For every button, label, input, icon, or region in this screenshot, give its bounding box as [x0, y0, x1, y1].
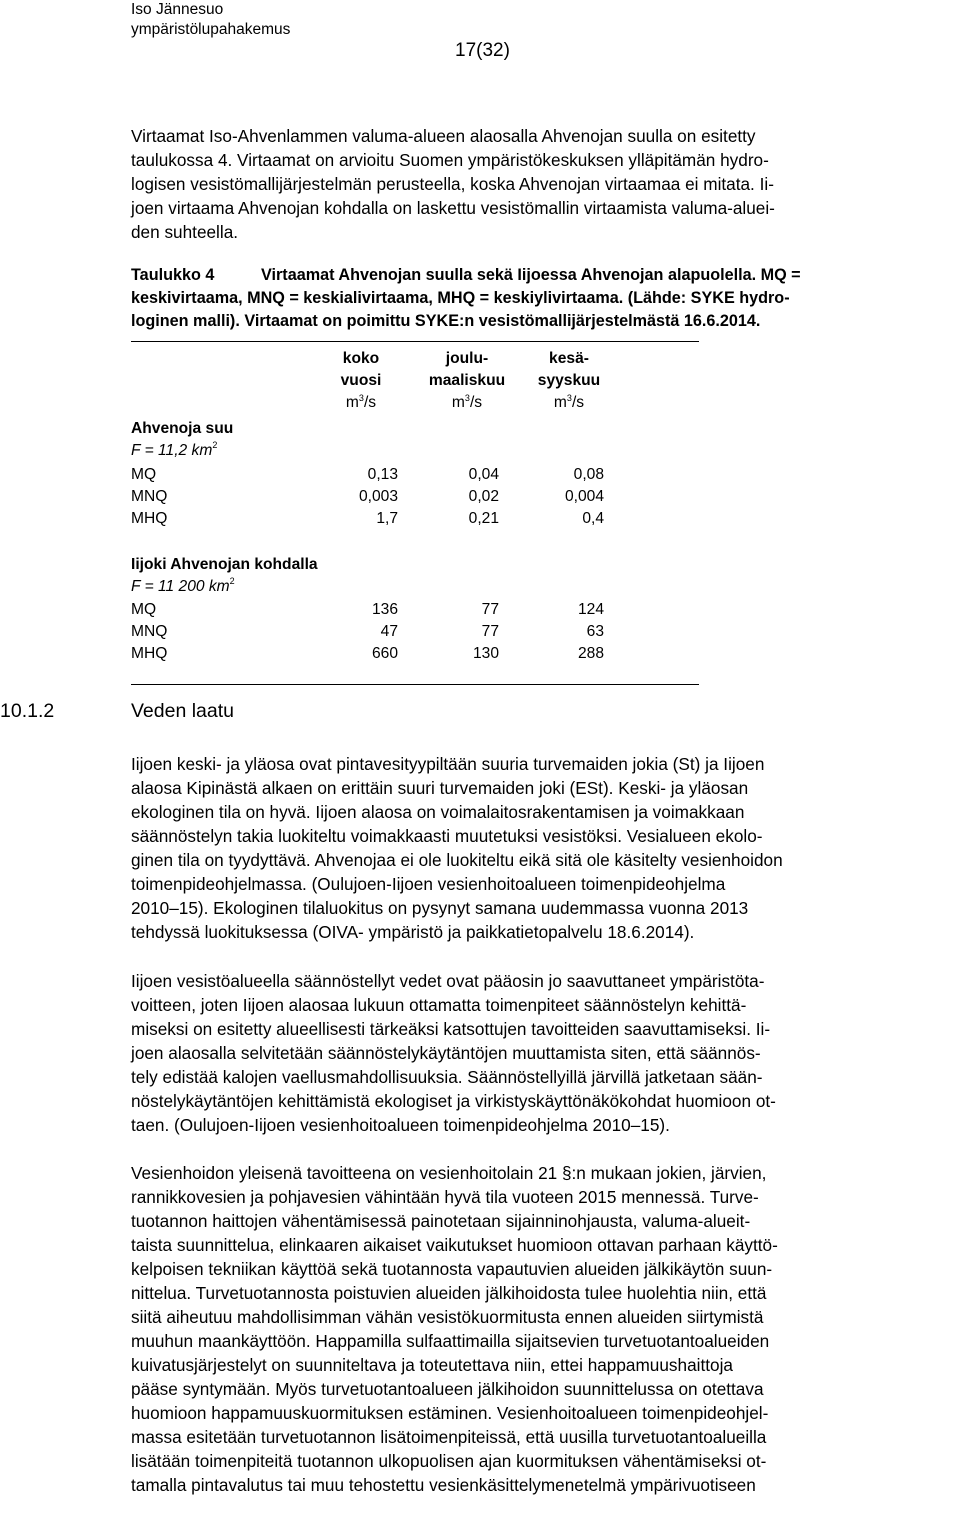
text-line: ginen tila on tyydyttävä. Ahvenojaa ei ole luokiteltu eikä sitä ole käsitelty vesienhoidon	[131, 850, 783, 870]
body-paragraph	[131, 969, 957, 1137]
table-caption	[131, 264, 957, 333]
table-top-rule	[131, 341, 699, 342]
text-line: 2010–15). Ekologinen tilaluokitus on pysynyt samana uudemmassa vuonna 2013	[131, 898, 749, 918]
body-paragraph	[131, 752, 957, 944]
section-header-iijoki	[131, 554, 318, 598]
text-line: Iijoen keski- ja yläosa ovat pintavesityypiltään suuria turvemaiden jokia (St) ja Iijoen	[131, 754, 765, 774]
text-line: rannikkovesien ja pohjavesien vähintään hyvä tila vuoteen 2015 mennessä. Turve-	[131, 1187, 759, 1207]
text-line: ekologinen tila on hyvä. Iijoen alaosa on voimalaitosrakentamisen ja voimakkaan	[131, 802, 745, 822]
text-line: massa esitetään turvetuotannon lisätoimenpiteissä, että uusilla turvetuotantoalueilla	[131, 1427, 767, 1447]
text-line: den suhteella.	[131, 222, 239, 242]
caption-line: loginen malli). Virtaamat on poimittu SYKE:n vesistömallijärjestelmästä 16.6.2014.	[131, 312, 761, 330]
caption-number: Taulukko 4	[131, 266, 215, 284]
section-number: 10.1.2	[0, 700, 55, 722]
text-line: Virtaamat Iso-Ahvenlammen valuma-alueen alaosalla Ahvenojan suulla on esitetty	[131, 126, 756, 146]
flow-table	[131, 341, 699, 685]
text-line: säännöstelyn takia luokiteltu voimakkaasti muutetuksi vesistöksi. Vesialueen ekolo-	[131, 826, 763, 846]
text-line: pääse syntymään. Myös turvetuotantoalueen jälkihoidon suunnittelussa on otettava	[131, 1379, 764, 1399]
section-name: Ahvenoja suu	[131, 420, 234, 437]
header-author: Iso Jännesuo	[131, 1, 224, 18]
table-row: MNQ 47 77 63	[131, 623, 604, 640]
text-line: kelpoisen tekniikan käyttöä sekä tuotannosta vapautuvien alueiden jälkikäytön suun-	[131, 1259, 773, 1279]
column-header-winter: joulu- maaliskuu $m^3/s$	[428, 350, 506, 411]
text-line: joen alaosalla selvitetään säännöstelykäytäntöjen muuttamista siten, että säännös-	[131, 1043, 761, 1063]
column-header-annual: koko vuosi $m^3/s$	[340, 350, 382, 411]
text-line: voitteen, joten Iijoen alaosaa lukuun ottamatta toimenpiteet säännöstelyn kehittä-	[131, 995, 747, 1015]
text-line: alaosa Kipinästä alkaen on erittäin suuri turvemaiden joki (ESt). Keski- ja yläosan	[131, 778, 749, 798]
text-line: taen. (Oulujoen-Iijoen vesienhoitoalueen toimenpideohjelma 2010–15).	[131, 1115, 670, 1135]
text-line: Vesienhoidon yleisenä tavoitteena on vesienhoitolain 21 §:n mukaan jokien, järvien,	[131, 1163, 767, 1183]
text-line: toimenpideohjelmassa. (Oulujoen-Iijoen vesienhoitoalueen toimenpideohjelma	[131, 874, 726, 894]
text-line: tuotannon haittojen vähentämisessä painotetaan sijainninohjausta, valuma-alueit-	[131, 1211, 751, 1231]
section-header-ahvenoja	[131, 418, 233, 462]
text-line: joen virtaama Ahvenojan kohdalla on laskettu vesistömallin virtaamista valuma-aluei-	[131, 198, 775, 218]
table-row: MHQ 1,7 0,21 0,4	[131, 510, 604, 527]
caption-line: keskivirtaama, MNQ = keskialivirtaama, MHQ = keskiylivirtaama. (Lähde: SYKE hydro-	[131, 289, 790, 307]
header-subtitle: ympäristölupahakemus	[131, 21, 291, 38]
text-line: tamalla pintavalutus tai muu tehostettu vesienkäsittelymenetelmä ympärivuotiseen	[131, 1475, 756, 1495]
text-line: lisätään toimenpiteitä tuotannon ulkopuolisen ajan kuormituksen vähentämiseksi ot-	[131, 1451, 767, 1471]
text-line: taulukossa 4. Virtaamat on arvioitu Suomen ympäristökeskuksen ylläpitämän hydro-	[131, 150, 769, 170]
intro-paragraph	[131, 124, 957, 244]
text-line: nöstelykäytäntöjen kehittämistä ekologiset ja virkistyskäyttönäkökohdat huomioon ot-	[131, 1091, 776, 1111]
text-line: nittelua. Turvetuotannosta poistuvien alueiden jälkihoidosta tulee huolehtia niin, että	[131, 1283, 767, 1303]
text-line: huomioon happamuuskuormituksen estäminen. Vesienhoitoalueen toimenpideohjel-	[131, 1403, 769, 1423]
text-line: miseksi on esitetty alueellisesti tärkeäksi katsottujen tavoitteiden saavuttamiseksi. Ii-	[131, 1019, 771, 1039]
section-title: Veden laatu	[131, 700, 235, 722]
text-line: tely edistää kalojen vaellusmahdollisuuksia. Säännöstellyillä järvillä jatketaan sään-	[131, 1067, 763, 1087]
table-row: MQ 136 77 124	[131, 601, 604, 618]
text-line: muuhun maankäyttöön. Happamilla sulfaattimailla sijaitsevien turvetuotantoalueiden	[131, 1331, 770, 1351]
table-row: MQ 0,13 0,04 0,08	[131, 466, 604, 483]
body-paragraph	[131, 1161, 957, 1497]
section-name: Iijoki Ahvenojan kohdalla	[131, 556, 318, 573]
text-line: logisen vesistömallijärjestelmän perusteella, koska Ahvenojan virtaamaa ei mitata. Ii-	[131, 174, 774, 194]
page-number: 17(32)	[455, 40, 510, 61]
table-row: MHQ 660 130 288	[131, 645, 604, 662]
text-line: tehdyssä luokituksessa (OIVA- ympäristö ja paikkatietopalvelu 18.6.2014).	[131, 922, 695, 942]
table-bottom-rule	[131, 684, 699, 685]
section-area: F = 11 200 $km^2$	[131, 576, 235, 595]
column-header-summer: kesä- syyskuu $m^3/s$	[537, 350, 601, 411]
text-line: Iijoen vesistöalueella säännöstellyt vedet ovat pääosin jo saavuttaneet ympäristöta-	[131, 971, 765, 991]
text-line: taista suunnittelua, elinkaaren aikaiset vaikutukset huomioon ottavan parhaan käyttö-	[131, 1235, 778, 1255]
section-area: F = 11,2 $km^2$	[131, 440, 218, 459]
text-line: siitä aiheutuu mahdollisimman vähän vesistökuormitusta ennen alueiden siirtymistä	[131, 1307, 764, 1327]
text-line: kuivatusjärjestelyt on suunniteltava ja toteutettava niin, ettei happamuushaittoja	[131, 1355, 733, 1375]
caption-line: Virtaamat Ahvenojan suulla sekä Iijoessa Ahvenojan alapuolella. MQ =	[261, 266, 801, 284]
table-row: MNQ 0,003 0,02 0,004	[131, 488, 604, 505]
